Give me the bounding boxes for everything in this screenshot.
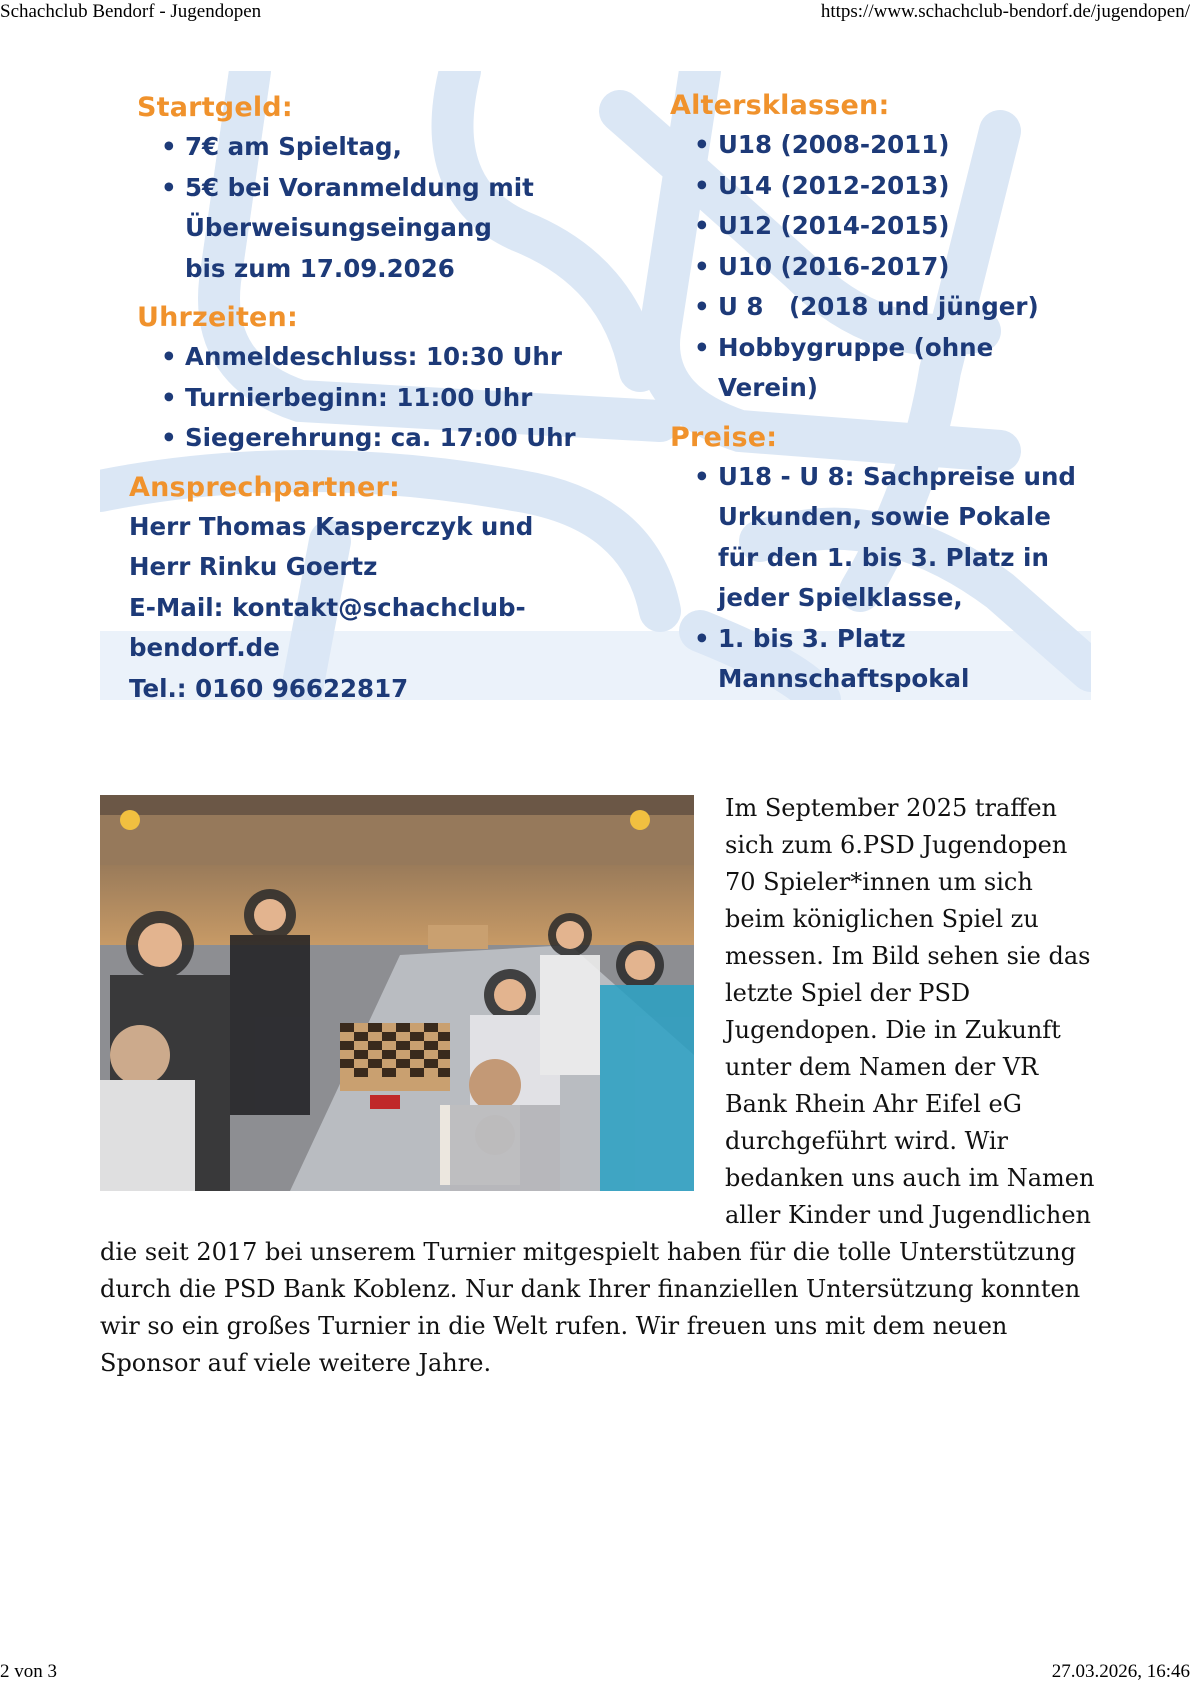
flyer-left-column — [129, 89, 657, 700]
list-item — [694, 457, 1080, 619]
contact-email[interactable]: E-Mail: kontakt@schachclub-bendorf.de — [129, 592, 526, 662]
list-item-line: Überweisungseingang — [185, 213, 492, 242]
list-item: • Anmeldeschluss: 10:30 Uhr — [161, 337, 657, 378]
article-line: bedanken uns auch im Namen — [725, 1164, 1095, 1192]
article-line: die seit 2017 bei unserem Turnier mitgespielt haben für die tolle Unterstützung — [100, 1238, 1076, 1266]
flyer-right-column — [670, 87, 1080, 700]
list-item-line: U18 - U 8: Sachpreise und — [718, 461, 1076, 491]
article-line: letzte Spiel der PSD — [725, 979, 971, 1007]
contact-phone: Tel.: 0160 96622817 — [129, 673, 409, 700]
article-line: sich zum 6.PSD Jugendopen — [725, 831, 1068, 859]
chess-game-photo-illustration — [100, 795, 694, 1191]
list-item: • Turnierbeginn: 11:00 Uhr — [161, 378, 657, 419]
page-header-url[interactable]: https://www.schachclub-bendorf.de/jugendopen/ — [820, 1, 1190, 22]
list-item-line: 5€ bei Voranmeldung mit — [185, 172, 534, 202]
contact-name-2: Herr Rinku Goertz — [129, 552, 378, 581]
preise-list — [670, 457, 1080, 700]
ansprechpartner-heading: Ansprechpartner: — [129, 471, 400, 503]
article-line: Jugendopen. Die in Zukunft — [725, 1016, 1061, 1044]
list-item: • U10 (2016-2017) — [694, 247, 1080, 288]
article-line: messen. Im Bild sehen sie das — [725, 942, 1091, 970]
list-item: • U12 (2014-2015) — [694, 206, 1080, 247]
list-item: • Hobbygruppe (ohne Verein) — [694, 328, 1080, 409]
article-text-full — [100, 1234, 1100, 1382]
page-number: 2 von 3 — [0, 1661, 57, 1682]
list-item-line: Mannschaftspokal — [718, 664, 970, 693]
startgeld-list — [137, 127, 657, 289]
list-item-line: 1. bis 3. Platz — [718, 623, 906, 653]
preise-heading: Preise: — [670, 421, 778, 453]
article-line: Im September 2025 traffen — [725, 794, 1057, 822]
article-line: 70 Spieler*innen um sich — [725, 868, 1033, 896]
article-line: durchgeführt wird. Wir — [725, 1127, 1009, 1155]
page-header-title: Schachclub Bendorf - Jugendopen — [0, 1, 262, 22]
contact-name-1: Herr Thomas Kasperczyk und — [129, 511, 534, 541]
article-line: aller Kinder und Jugendlichen — [725, 1201, 1091, 1229]
list-item: • Siegerehrung: ca. 17:00 Uhr — [161, 418, 657, 459]
list-item: • 7€ am Spieltag, — [161, 127, 657, 168]
article-line: unter dem Namen der VR — [725, 1053, 1039, 1081]
article-line: durch die PSD Bank Koblenz. Nur dank Ihrer finanziellen Untersützung konnten — [100, 1275, 1081, 1303]
startgeld-heading: Startgeld: — [137, 92, 293, 123]
list-item: • U18 (2008-2011) — [694, 125, 1080, 166]
list-item: • U 8 (2018 und jünger) — [694, 287, 1080, 328]
list-item-line: jeder Spielklasse, — [718, 583, 963, 612]
tournament-photo — [100, 795, 694, 1191]
contact-block — [129, 469, 657, 701]
print-timestamp: 27.03.2026, 16:46 — [1051, 1661, 1190, 1682]
list-item-line: Urkunden, sowie Pokale — [718, 502, 1051, 531]
article-line: Sponsor auf viele weitere Jahre. — [100, 1349, 492, 1377]
article-line: Bank Rhein Ahr Eifel eG — [725, 1090, 1022, 1118]
uhrzeiten-list — [137, 337, 657, 459]
article-line: wir so ein großes Turnier in die Welt rufen. Wir freuen uns mit dem neuen — [100, 1312, 1008, 1340]
list-item — [694, 619, 1080, 700]
list-item-line: bis zum 17.09.2026 — [185, 253, 455, 283]
list-item: • U14 (2012-2013) — [694, 166, 1080, 207]
uhrzeiten-heading: Uhrzeiten: — [137, 302, 298, 333]
article-text-side — [725, 790, 1125, 1234]
article-line: beim königlichen Spiel zu — [725, 905, 1039, 933]
altersklassen-list — [670, 125, 1080, 409]
list-item-line: für den 1. bis 3. Platz in — [718, 542, 1049, 572]
list-item — [161, 168, 657, 290]
tournament-flyer — [100, 71, 1091, 700]
altersklassen-heading: Altersklassen: — [670, 90, 890, 121]
